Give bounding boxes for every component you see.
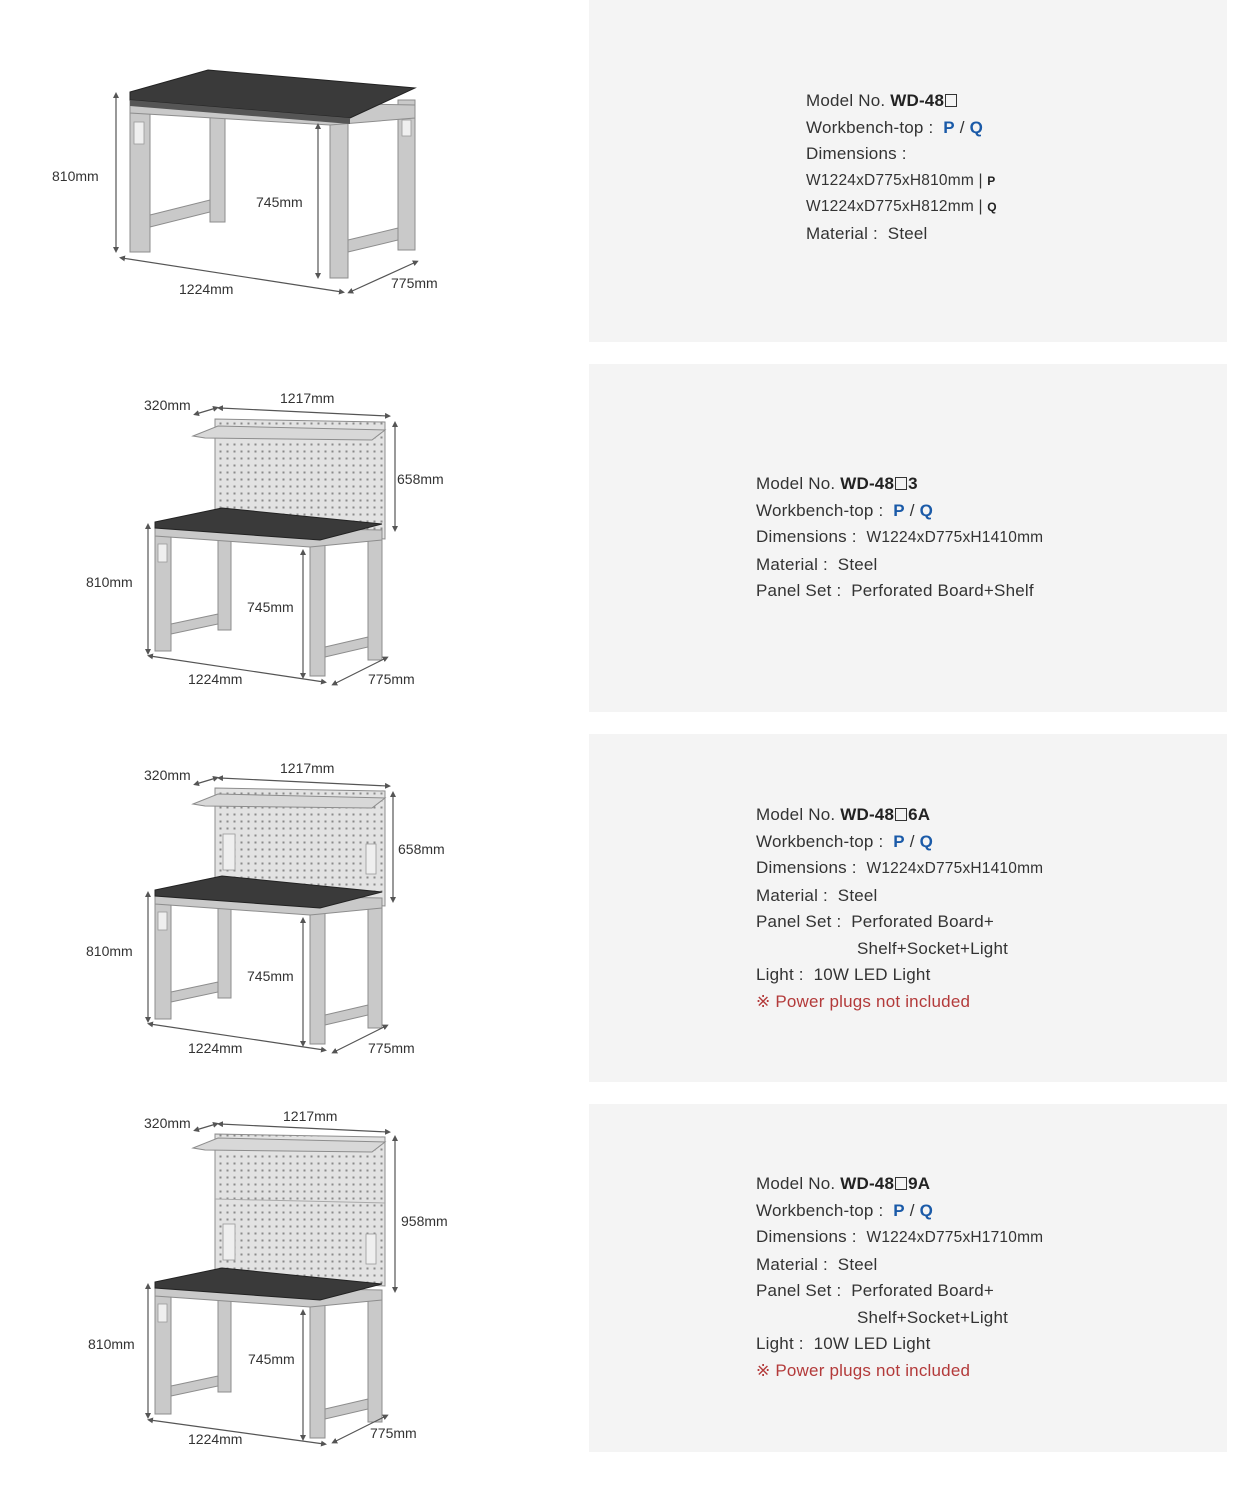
model-line: Model No. WD-48 bbox=[806, 88, 997, 115]
spec-panel bbox=[589, 364, 1227, 712]
socket-icon bbox=[223, 1224, 235, 1260]
dim-height: 810mm bbox=[88, 1336, 135, 1352]
dimensions-line: Dimensions : W1224xD775xH1710mm bbox=[756, 1227, 1044, 1246]
product-row-wd48-3 bbox=[0, 364, 1259, 714]
workbench-drawing bbox=[0, 1104, 590, 1488]
dimensions-label: Dimensions : bbox=[806, 144, 907, 163]
dim-height: 810mm bbox=[86, 943, 133, 959]
dim-shelf: 320mm bbox=[144, 767, 191, 783]
dim-width: 1224mm bbox=[188, 1431, 243, 1447]
dim-shelf: 320mm bbox=[144, 397, 191, 413]
spec-panel bbox=[589, 0, 1227, 342]
power-plug-note: ※ Power plugs not included bbox=[756, 1360, 971, 1380]
top-line: Workbench-top : P / Q bbox=[756, 1200, 934, 1220]
dim-panel-width: 1217mm bbox=[280, 760, 335, 776]
product-row-wd48 bbox=[0, 0, 1259, 345]
variant-box-icon bbox=[945, 94, 957, 107]
dim-panel-width: 1217mm bbox=[283, 1108, 338, 1124]
dim-shelf: 320mm bbox=[144, 1115, 191, 1131]
light-switch-icon bbox=[366, 844, 376, 874]
material-line: Material : Steel bbox=[756, 885, 878, 905]
dim-leg: 745mm bbox=[247, 599, 294, 615]
spec-list bbox=[756, 1171, 1043, 1384]
dim-width: 1224mm bbox=[188, 671, 243, 687]
spec-list bbox=[806, 88, 997, 247]
model-line: Model No. WD-48 6A bbox=[756, 805, 931, 824]
dimensions-line-p: W1224xD775xH810mm | P bbox=[806, 171, 996, 189]
top-line: Workbench-top : P / Q bbox=[756, 831, 934, 851]
light-line: Light : 10W LED Light bbox=[756, 965, 931, 984]
workbench-drawing bbox=[0, 364, 590, 714]
dim-leg: 745mm bbox=[256, 194, 303, 210]
dim-panel-width: 1217mm bbox=[280, 390, 335, 406]
dim-depth: 775mm bbox=[368, 1040, 415, 1056]
dim-width: 1224mm bbox=[179, 281, 234, 297]
material-line: Material : Steel bbox=[756, 554, 878, 574]
dim-height: 810mm bbox=[86, 574, 133, 590]
dim-depth: 775mm bbox=[391, 275, 438, 291]
dim-width: 1224mm bbox=[188, 1040, 243, 1056]
workbench-drawing bbox=[0, 734, 590, 1084]
spec-list bbox=[756, 471, 1043, 605]
dimensions-line: Dimensions : W1224xD775xH1410mm bbox=[756, 527, 1044, 546]
dim-depth: 775mm bbox=[370, 1425, 417, 1441]
material-line: Material : Steel bbox=[806, 223, 928, 243]
dim-depth: 775mm bbox=[368, 671, 415, 687]
panel-set-line-2: Shelf+Socket+Light bbox=[857, 938, 1009, 958]
panel-set-line-2: Shelf+Socket+Light bbox=[857, 1307, 1009, 1327]
panel-set-line: Panel Set : Perforated Board+ bbox=[756, 1281, 995, 1300]
dim-leg: 745mm bbox=[247, 968, 294, 984]
variant-box-icon bbox=[895, 1177, 907, 1190]
model-line: Model No. WD-48 9A bbox=[756, 1174, 931, 1193]
light-switch-icon bbox=[366, 1234, 376, 1264]
workbench-drawing bbox=[0, 0, 590, 345]
spec-panel bbox=[589, 1104, 1227, 1452]
dim-panel-height: 658mm bbox=[398, 841, 445, 857]
product-row-wd48-9a bbox=[0, 1104, 1259, 1488]
dimensions-line: Dimensions : W1224xD775xH1410mm bbox=[756, 858, 1044, 877]
dim-panel-height: 658mm bbox=[397, 471, 444, 487]
power-plug-note: ※ Power plugs not included bbox=[756, 991, 971, 1011]
dimensions-line-q: W1224xD775xH812mm | Q bbox=[806, 198, 997, 215]
socket-icon bbox=[223, 834, 235, 870]
variant-box-icon bbox=[895, 477, 907, 490]
product-row-wd48-6a bbox=[0, 734, 1259, 1084]
top-line: Workbench-top : P / Q bbox=[806, 117, 984, 137]
dim-panel-height: 958mm bbox=[401, 1213, 448, 1229]
panel-set-line: Panel Set : Perforated Board+ bbox=[756, 912, 995, 931]
spec-panel bbox=[589, 734, 1227, 1082]
variant-box-icon bbox=[895, 808, 907, 821]
top-line: Workbench-top : P / Q bbox=[756, 500, 934, 520]
panel-set-line: Panel Set : Perforated Board+Shelf bbox=[756, 581, 1034, 600]
material-line: Material : Steel bbox=[756, 1254, 878, 1274]
dim-height: 810mm bbox=[52, 168, 99, 184]
spec-list bbox=[756, 802, 1043, 1015]
dim-leg: 745mm bbox=[248, 1351, 295, 1367]
light-line: Light : 10W LED Light bbox=[756, 1334, 931, 1353]
model-line: Model No. WD-48 3 bbox=[756, 474, 918, 493]
